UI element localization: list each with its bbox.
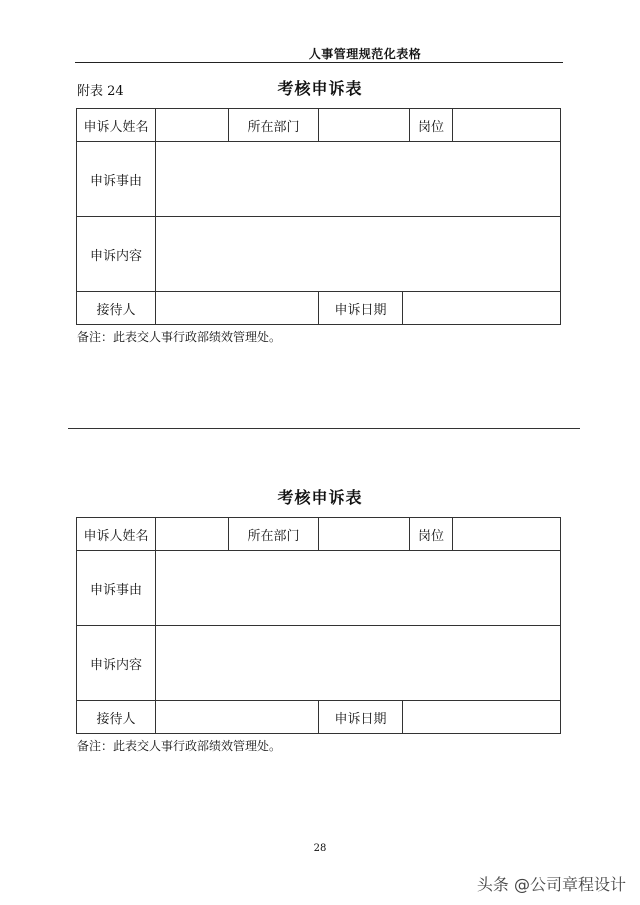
department-label: 所在部门 (229, 109, 319, 142)
form-1-title: 考核申诉表 (277, 79, 363, 98)
department-label: 所在部门 (229, 518, 319, 551)
reason-label: 申诉事由 (77, 551, 156, 626)
applicant-name-label: 申诉人姓名 (77, 518, 156, 551)
watermark: 头条 @公司章程设计 (476, 875, 626, 894)
page-number: 28 (313, 843, 327, 854)
form-2-table (76, 517, 560, 734)
content-label: 申诉内容 (77, 217, 156, 292)
receiver-field[interactable] (156, 292, 319, 325)
position-field[interactable] (453, 518, 561, 551)
date-label: 申诉日期 (319, 292, 403, 325)
date-label: 申诉日期 (319, 701, 403, 734)
content-label: 申诉内容 (77, 626, 156, 701)
receiver-label: 接待人 (77, 701, 156, 734)
section-divider (68, 428, 580, 429)
reason-label: 申诉事由 (77, 142, 156, 217)
position-label: 岗位 (410, 518, 453, 551)
receiver-label: 接待人 (77, 292, 156, 325)
applicant-name-field[interactable] (156, 518, 229, 551)
form-2-note: 备注：此表交人事行政部绩效管理处。 (77, 739, 282, 753)
applicant-name-field[interactable] (156, 109, 229, 142)
applicant-name-label: 申诉人姓名 (77, 109, 156, 142)
form-2-title: 考核申诉表 (277, 488, 363, 507)
position-label: 岗位 (410, 109, 453, 142)
form-1-note: 备注：此表交人事行政部绩效管理处。 (77, 330, 282, 344)
date-field[interactable] (403, 292, 561, 325)
reason-field[interactable] (156, 551, 561, 626)
position-field[interactable] (453, 109, 561, 142)
header-rule (75, 62, 563, 63)
reason-field[interactable] (156, 142, 561, 217)
page-header-title: 人事管理规范化表格 (308, 47, 422, 61)
form-1-table (76, 108, 560, 325)
content-field[interactable] (156, 626, 561, 701)
content-field[interactable] (156, 217, 561, 292)
appendix-label: 附表 24 (77, 84, 124, 99)
department-field[interactable] (319, 109, 410, 142)
department-field[interactable] (319, 518, 410, 551)
receiver-field[interactable] (156, 701, 319, 734)
date-field[interactable] (403, 701, 561, 734)
